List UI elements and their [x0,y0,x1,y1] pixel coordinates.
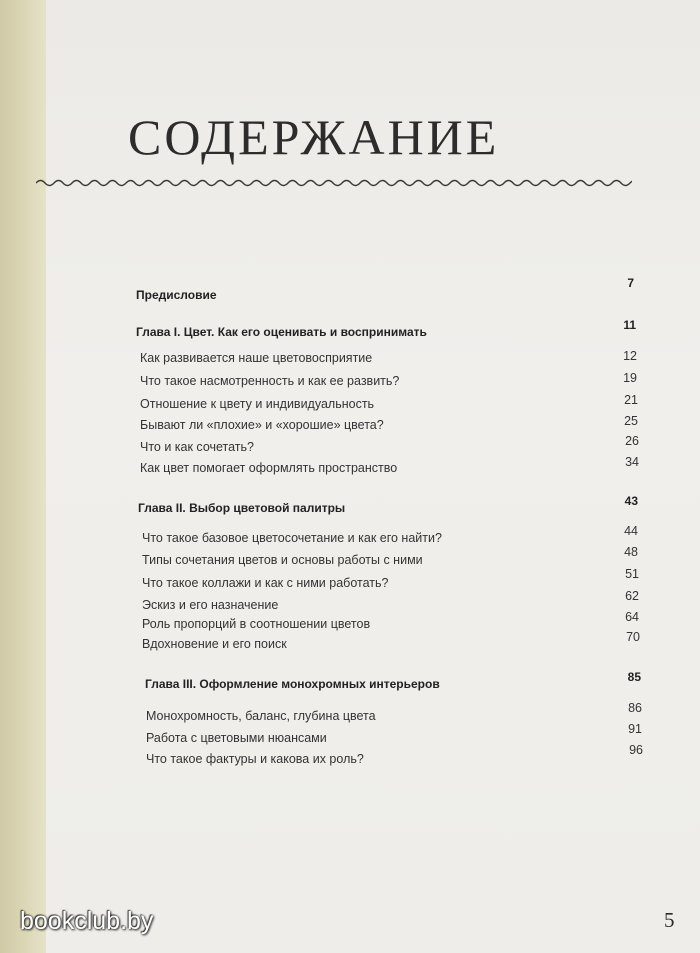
toc-entry-title: Отношение к цвету и индивидуальность [140,397,375,411]
toc-entry-page: 62 [625,589,639,603]
toc-entry-page: 44 [624,524,638,538]
toc-entry-title: Как развивается наше цветовосприятие [140,351,373,365]
toc-entry-title: Что и как сочетать? [140,440,255,454]
toc-entry-title: Предисловие [136,288,217,302]
toc-entry-page: 11 [623,318,636,332]
toc-entry-page: 25 [624,414,638,428]
toc-entry-page: 91 [628,722,642,736]
toc-entry-page: 7 [627,276,634,290]
toc-entry-page: 34 [625,455,639,469]
toc-entry-page: 26 [625,434,639,448]
toc-entry-title: Глава I. Цвет. Как его оценивать и воспринимать [136,325,427,339]
toc-entry-title: Бывают ли «плохие» и «хорошие» цвета? [140,418,384,432]
toc-entry-title: Что такое насмотренность и как ее развить? [140,374,400,388]
toc-entry-page: 19 [623,371,637,385]
toc-entry-title: Что такое фактуры и какова их роль? [146,752,364,766]
toc-entry-title: Что такое базовое цветосочетание и как его найти? [142,531,442,545]
toc-entry-title: Вдохновение и его поиск [142,637,287,651]
page-title: СОДЕРЖАНИЕ [128,109,500,165]
toc-entry-page: 12 [623,349,637,363]
toc-entry-title: Глава III. Оформление монохромных интерьеров [145,677,440,691]
toc-entry-page: 86 [628,701,642,715]
toc-entry-title: Эскиз и его назначение [142,598,279,612]
toc-entry-title: Работа с цветовыми нюансами [146,731,327,745]
toc-entry-page: 64 [625,610,639,624]
toc-entry-title: Глава II. Выбор цветовой палитры [138,501,346,515]
toc-entry-title: Монохромность, баланс, глубина цвета [146,709,376,723]
toc-entry-title: Что такое коллажи и как с ними работать? [142,576,389,590]
toc-entry-page: 51 [625,567,639,581]
toc-entry-page: 96 [629,743,643,757]
toc-entry-page: 21 [624,393,638,407]
toc-entry-title: Как цвет помогает оформлять пространство [140,461,398,475]
toc-entry-title: Роль пропорций в соотношении цветов [142,617,371,631]
toc-entry-title: Типы сочетания цветов и основы работы с ними [142,553,423,567]
toc-entry-page: 48 [624,545,638,559]
watermark-logo: bookclub.by [20,907,154,935]
toc-entry-page: 70 [626,630,640,644]
toc-entry-page: 43 [624,494,638,508]
page-number: 5 [664,908,675,932]
toc-entry-page: 85 [627,670,641,684]
